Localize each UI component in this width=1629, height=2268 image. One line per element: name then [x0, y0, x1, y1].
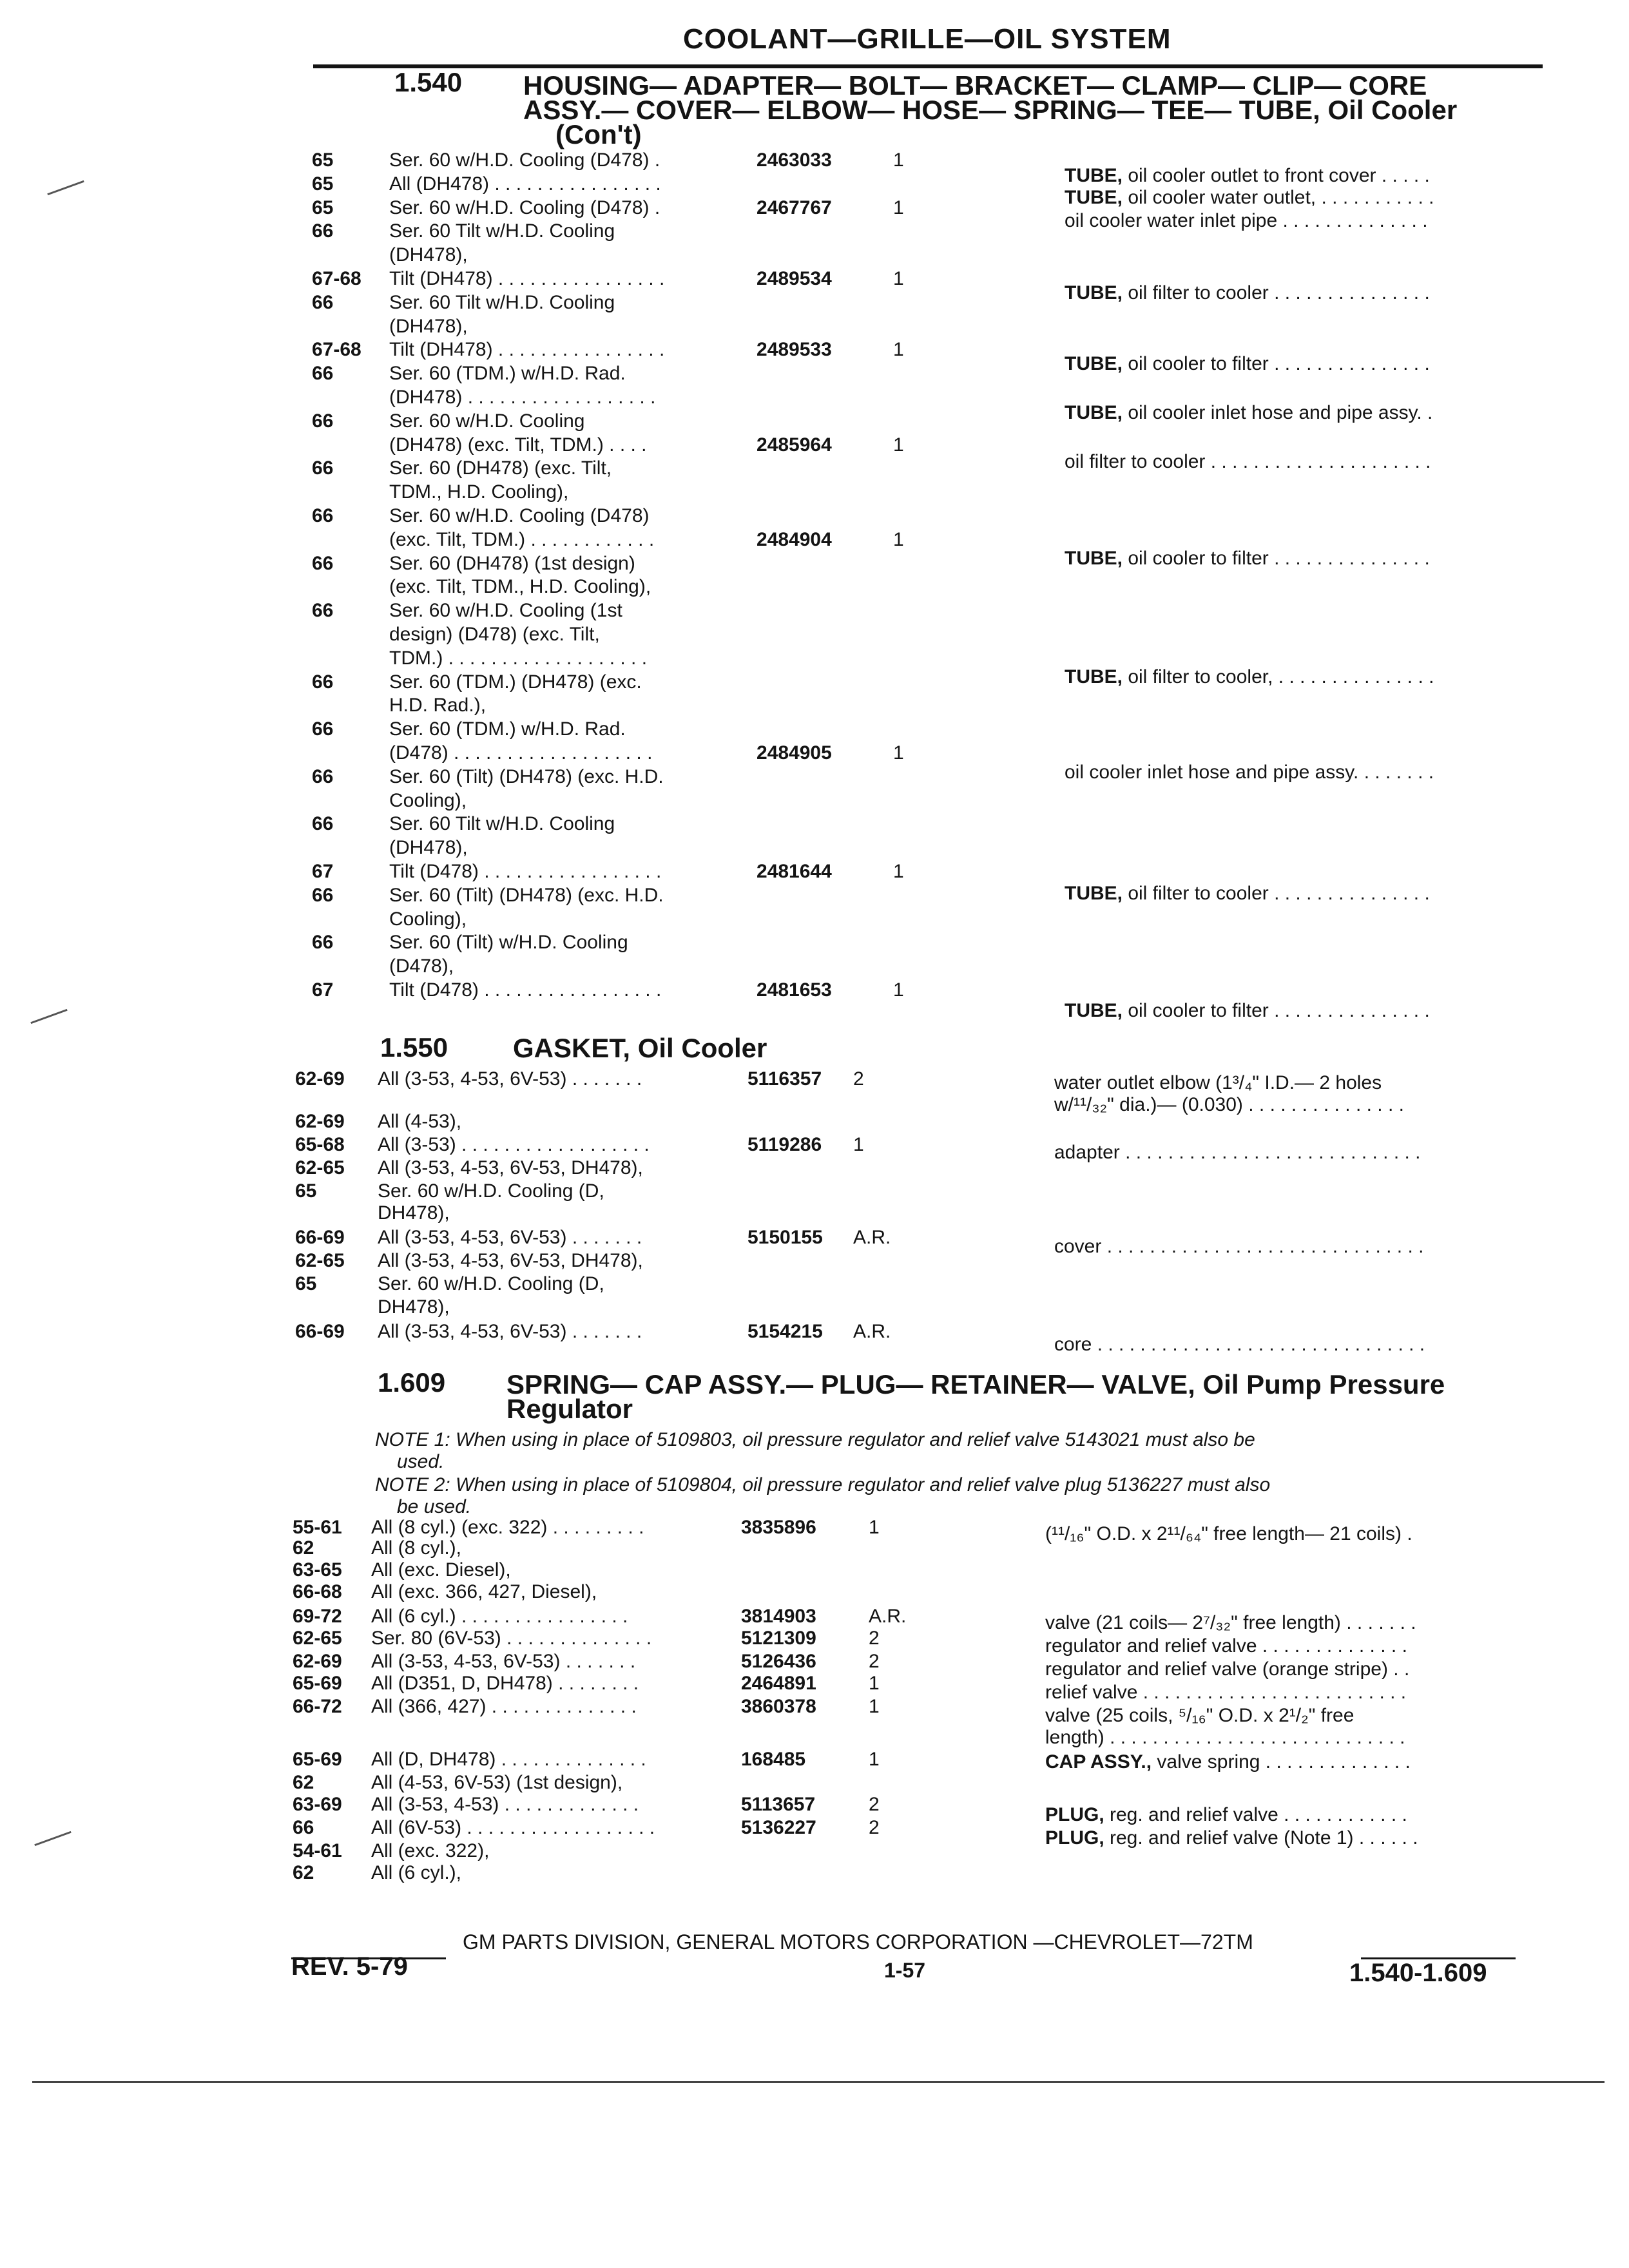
part-name: PLUG, — [1045, 1804, 1104, 1825]
part-description — [1065, 883, 1430, 905]
part-detail: oil cooler to filter . . . . . . . . . . . . . . . — [1123, 1000, 1430, 1021]
model-year: 62 — [293, 1537, 314, 1559]
part-detail: (¹¹/₁₆" O.D. x 2¹¹/₆₄" free length— 21 coils) . — [1045, 1523, 1412, 1544]
model-year: 65-69 — [293, 1749, 342, 1770]
part-number: 5121309 — [741, 1628, 816, 1649]
application-description: All (8 cyl.), — [371, 1537, 462, 1559]
part-detail: length) . . . . . . . . . . . . . . . . . . . . . . . . . . . . — [1045, 1727, 1405, 1748]
part-name: TUBE, — [1065, 402, 1123, 423]
application-description: design) (D478) (exc. Tilt, — [389, 624, 600, 645]
model-year: 67 — [312, 979, 334, 1001]
part-detail: valve spring . . . . . . . . . . . . . . — [1152, 1751, 1411, 1773]
quantity: 1 — [893, 861, 904, 882]
part-detail: relief valve . . . . . . . . . . . . . . . . . . . . . . . . . — [1045, 1682, 1407, 1703]
model-year: 65 — [312, 149, 334, 171]
part-number: 2484904 — [757, 528, 832, 550]
model-year: 62-65 — [295, 1250, 345, 1271]
application-description: All (366, 427) . . . . . . . . . . . . . . — [371, 1696, 637, 1717]
part-description — [1054, 1072, 1382, 1094]
application-description: Ser. 60 (Tilt) (DH478) (exc. H.D. — [389, 765, 664, 787]
application-description: All (D, DH478) . . . . . . . . . . . . . . — [371, 1749, 646, 1770]
header-rule — [313, 64, 1543, 68]
application-description: Ser. 60 Tilt w/H.D. Cooling — [389, 291, 615, 313]
application-description: Ser. 60 (DH478) (1st design) — [389, 552, 635, 574]
part-number: 2489534 — [757, 268, 832, 289]
part-name: TUBE, — [1065, 666, 1123, 687]
application-description: Ser. 80 (6V-53) . . . . . . . . . . . . . . — [371, 1628, 652, 1649]
application-description: All (8 cyl.) (exc. 322) . . . . . . . . . — [371, 1517, 644, 1538]
application-description: Ser. 60 w/H.D. Cooling (D, — [378, 1180, 604, 1202]
quantity: 2 — [869, 1794, 880, 1815]
part-number: 3835896 — [741, 1517, 816, 1538]
application-description: All (3-53, 4-53, 6V-53, DH478), — [378, 1250, 643, 1271]
model-year: 54-61 — [293, 1840, 342, 1861]
part-description — [1065, 402, 1432, 424]
application-description: Tilt (DH478) . . . . . . . . . . . . . . . . — [389, 268, 665, 289]
application-description: All (6 cyl.), — [371, 1862, 462, 1883]
model-year: 66-68 — [293, 1581, 342, 1602]
section-number-1609: 1.609 — [378, 1367, 446, 1398]
application-description: All (4-53), — [378, 1111, 462, 1132]
part-description — [1065, 451, 1431, 473]
part-detail: oil filter to cooler . . . . . . . . . . . . . . . — [1123, 883, 1430, 904]
application-description: All (4-53, 6V-53) (1st design), — [371, 1772, 623, 1793]
part-name: TUBE, — [1065, 282, 1123, 303]
part-detail: valve (25 coils, ⁵/₁₆" O.D. x 2¹/₂" free — [1045, 1705, 1354, 1726]
part-number: 5116357 — [747, 1068, 822, 1090]
part-detail: regulator and relief valve . . . . . . . . . . . . . . — [1045, 1635, 1407, 1657]
model-year: 65 — [312, 173, 334, 195]
part-name: TUBE, — [1065, 883, 1123, 904]
application-description: All (3-53, 4-53, 6V-53) . . . . . . . — [378, 1321, 642, 1342]
model-year: 63-69 — [293, 1794, 342, 1815]
model-year: 66 — [312, 932, 334, 954]
application-description: Ser. 60 w/H.D. Cooling (1st — [389, 600, 622, 622]
model-year: 66 — [312, 410, 334, 432]
part-detail: oil cooler water outlet, . . . . . . . . . . . — [1123, 187, 1434, 208]
application-description: Tilt (D478) . . . . . . . . . . . . . . . . . — [389, 979, 662, 1001]
model-year: 62-69 — [295, 1111, 345, 1132]
part-name: CAP ASSY., — [1045, 1751, 1152, 1773]
part-detail: adapter . . . . . . . . . . . . . . . . . . . . . . . . . . . . — [1054, 1142, 1421, 1163]
part-description — [1045, 1751, 1411, 1773]
part-description — [1054, 1334, 1425, 1356]
part-name: TUBE, — [1065, 1000, 1123, 1021]
part-description — [1045, 1682, 1406, 1704]
model-year: 62-65 — [295, 1157, 345, 1178]
section-title-1609 — [506, 1369, 1445, 1424]
part-description — [1054, 1094, 1404, 1116]
part-detail: reg. and relief valve . . . . . . . . . . . . — [1104, 1804, 1407, 1825]
application-description: (DH478), — [389, 837, 468, 859]
part-description — [1065, 666, 1434, 688]
part-description — [1065, 353, 1430, 375]
quantity: 1 — [893, 434, 904, 456]
quantity: 1 — [869, 1749, 880, 1770]
model-year: 62-65 — [293, 1628, 342, 1649]
part-description — [1045, 1727, 1405, 1749]
quantity: 1 — [869, 1517, 880, 1538]
quantity: 2 — [869, 1628, 880, 1649]
part-description — [1065, 210, 1428, 232]
part-detail: oil cooler inlet hose and pipe assy. . . . . . . . — [1065, 762, 1434, 783]
footer-page-number: 1-57 — [884, 1959, 926, 1982]
part-name: TUBE, — [1065, 548, 1123, 569]
quantity: 1 — [893, 268, 904, 289]
model-year: 66 — [312, 552, 334, 574]
application-description: Ser. 60 (TDM.) w/H.D. Rad. — [389, 363, 626, 385]
footer-corporation: GM PARTS DIVISION, GENERAL MOTORS CORPORATION —CHEVROLET—72TM — [463, 1930, 1253, 1954]
model-year: 66 — [312, 363, 334, 385]
application-description: (DH478) . . . . . . . . . . . . . . . . . . — [389, 387, 656, 408]
application-description: All (3-53) . . . . . . . . . . . . . . . . . . — [378, 1134, 650, 1155]
application-description: All (exc. Diesel), — [371, 1559, 511, 1581]
model-year: 69-72 — [293, 1606, 342, 1627]
section-title-line: SPRING— CAP ASSY.— PLUG— RETAINER— VALVE, Oil Pump Pressure — [506, 1369, 1445, 1399]
model-year: 66 — [312, 765, 334, 787]
part-name: TUBE, — [1065, 187, 1123, 208]
model-year: 66 — [312, 884, 334, 906]
part-description — [1065, 282, 1430, 304]
part-detail: oil filter to cooler . . . . . . . . . . . . . . . . . . . . . — [1065, 451, 1431, 472]
section-number-1550: 1.550 — [380, 1032, 448, 1062]
model-year: 67 — [312, 861, 334, 882]
part-description — [1045, 1612, 1416, 1634]
part-detail: oil filter to cooler, . . . . . . . . . . . . . . . — [1123, 666, 1434, 687]
quantity: 1 — [893, 149, 904, 171]
part-number: 5113657 — [741, 1794, 816, 1815]
part-detail: cover . . . . . . . . . . . . . . . . . . . . . . . . . . . . . . — [1054, 1236, 1424, 1257]
model-year: 67-68 — [312, 339, 361, 361]
application-description: (DH478) (exc. Tilt, TDM.) . . . . — [389, 434, 647, 456]
application-description: (DH478), — [389, 315, 468, 337]
part-description — [1065, 187, 1434, 209]
part-description — [1045, 1635, 1407, 1657]
footer-revision: REV. 5-79 — [291, 1952, 408, 1981]
application-description: Ser. 60 w/H.D. Cooling (D478) . — [389, 149, 660, 171]
section-title-line: HOUSING— ADAPTER— BOLT— BRACKET— CLAMP— CLIP— CORE — [523, 70, 1427, 101]
section-title-1550 — [513, 1033, 767, 1063]
part-detail: oil cooler water inlet pipe . . . . . . . . . . . . . . — [1065, 210, 1428, 231]
application-description: Ser. 60 Tilt w/H.D. Cooling — [389, 813, 615, 835]
application-description: Cooling), — [389, 789, 467, 811]
application-description: (D478), — [389, 956, 454, 977]
model-year: 65 — [295, 1180, 317, 1202]
model-year: 65-68 — [295, 1134, 345, 1155]
note-line: NOTE 1: When using in place of 5109803, oil pressure regulator and relief valve 5143021 must also be — [375, 1429, 1255, 1450]
part-description — [1065, 548, 1430, 570]
part-number: 168485 — [741, 1749, 806, 1770]
application-description: (exc. Tilt, TDM.) . . . . . . . . . . . . — [389, 528, 655, 550]
part-description — [1045, 1658, 1409, 1680]
part-description — [1065, 1000, 1430, 1022]
part-number: 5150155 — [747, 1227, 823, 1248]
model-year: 66 — [312, 600, 334, 622]
part-detail: valve (21 coils— 2⁷/₃₂" free length) . . . . . . . — [1045, 1612, 1416, 1633]
quantity: 2 — [869, 1817, 880, 1838]
quantity: 1 — [893, 979, 904, 1001]
quantity: 1 — [893, 197, 904, 218]
application-description: All (3-53, 4-53, 6V-53) . . . . . . . — [378, 1227, 642, 1248]
part-number: 2463033 — [757, 149, 832, 171]
part-number: 2481653 — [757, 979, 832, 1001]
note-line: NOTE 2: When using in place of 5109804, oil pressure regulator and relief valve plug 5136227 must also — [375, 1474, 1271, 1495]
quantity: A.R. — [869, 1606, 907, 1627]
model-year: 66 — [312, 505, 334, 526]
application-description: DH478), — [378, 1202, 450, 1224]
application-description: All (3-53, 4-53, 6V-53) . . . . . . . — [371, 1651, 636, 1672]
quantity: 1 — [853, 1134, 864, 1155]
scan-mark — [34, 1831, 71, 1846]
part-name: TUBE, — [1065, 353, 1123, 374]
application-description: All (D351, D, DH478) . . . . . . . . — [371, 1673, 639, 1694]
quantity: 1 — [869, 1696, 880, 1717]
application-description: All (6V-53) . . . . . . . . . . . . . . . . . . — [371, 1817, 655, 1838]
application-description: Ser. 60 w/H.D. Cooling — [389, 410, 585, 432]
application-description: TDM.) . . . . . . . . . . . . . . . . . . . — [389, 647, 648, 669]
part-number: 3814903 — [741, 1606, 816, 1627]
application-description: All (3-53, 4-53) . . . . . . . . . . . . . — [371, 1794, 639, 1815]
model-year: 66 — [312, 291, 334, 313]
model-year: 62 — [293, 1772, 314, 1793]
part-description — [1045, 1804, 1407, 1826]
part-description — [1054, 1236, 1423, 1258]
part-description — [1065, 762, 1434, 783]
footer-section-range: 1.540-1.609 — [1349, 1959, 1487, 1987]
part-detail: w/¹¹/₃₂" dia.)— (0.030) . . . . . . . . . . . . . . . — [1054, 1094, 1404, 1115]
application-description: Ser. 60 w/H.D. Cooling (D478) — [389, 505, 650, 526]
part-number: 2485964 — [757, 434, 832, 456]
application-description: All (3-53, 4-53, 6V-53, DH478), — [378, 1157, 643, 1178]
quantity: 2 — [853, 1068, 864, 1090]
application-description: (DH478), — [389, 244, 468, 266]
note-line: be used. — [397, 1496, 472, 1517]
application-description: Ser. 60 (Tilt) w/H.D. Cooling — [389, 932, 628, 954]
part-number: 5154215 — [747, 1321, 823, 1342]
model-year: 66-69 — [295, 1227, 345, 1248]
quantity: 2 — [869, 1651, 880, 1672]
part-detail: regulator and relief valve (orange stripe) . . — [1045, 1658, 1410, 1680]
application-description: Ser. 60 w/H.D. Cooling (D478) . — [389, 197, 660, 218]
section-title-1540 — [523, 70, 1458, 149]
scan-edge-line — [32, 2081, 1605, 2083]
quantity: 1 — [893, 528, 904, 550]
model-year: 65 — [295, 1273, 317, 1294]
section-title-line: Regulator — [506, 1394, 633, 1424]
application-description: All (exc. 366, 427, Diesel), — [371, 1581, 597, 1602]
part-detail: water outlet elbow (1³/₄" I.D.— 2 holes — [1054, 1072, 1382, 1093]
application-description: (D478) . . . . . . . . . . . . . . . . . . . — [389, 742, 653, 764]
application-description: Tilt (DH478) . . . . . . . . . . . . . . . . — [389, 339, 665, 361]
section-title-line: (Con't) — [555, 119, 642, 149]
part-name: TUBE, — [1065, 165, 1123, 186]
model-year: 62-69 — [293, 1651, 342, 1672]
application-description: (exc. Tilt, TDM., H.D. Cooling), — [389, 576, 651, 598]
application-description: All (6 cyl.) . . . . . . . . . . . . . . . . — [371, 1606, 628, 1627]
part-description — [1054, 1142, 1421, 1164]
part-detail: core . . . . . . . . . . . . . . . . . . . . . . . . . . . . . . . — [1054, 1334, 1425, 1355]
part-description — [1065, 165, 1430, 187]
part-description — [1045, 1827, 1418, 1849]
part-number: 2464891 — [741, 1673, 816, 1694]
model-year: 65-69 — [293, 1673, 342, 1694]
part-name: PLUG, — [1045, 1827, 1104, 1849]
application-description: Ser. 60 Tilt w/H.D. Cooling — [389, 220, 615, 242]
part-description — [1045, 1523, 1412, 1545]
model-year: 55-61 — [293, 1517, 342, 1538]
model-year: 66 — [312, 671, 334, 693]
quantity: 1 — [893, 339, 904, 361]
application-description: Cooling), — [389, 908, 467, 930]
part-detail: oil cooler outlet to front cover . . . . . — [1123, 165, 1430, 186]
part-number: 2484905 — [757, 742, 832, 764]
application-description: All (exc. 322), — [371, 1840, 490, 1861]
model-year: 66-69 — [295, 1321, 345, 1342]
application-description: Ser. 60 (Tilt) (DH478) (exc. H.D. — [389, 884, 664, 906]
part-detail: oil filter to cooler . . . . . . . . . . . . . . . — [1123, 282, 1430, 303]
model-year: 66 — [293, 1817, 314, 1838]
model-year: 66-72 — [293, 1696, 342, 1717]
part-number: 5119286 — [747, 1134, 822, 1155]
quantity: 1 — [869, 1673, 880, 1694]
scan-mark — [30, 1009, 67, 1024]
model-year: 65 — [312, 197, 334, 218]
part-detail: oil cooler to filter . . . . . . . . . . . . . . . — [1123, 353, 1430, 374]
model-year: 66 — [312, 718, 334, 740]
scan-mark — [47, 180, 84, 195]
section-title-line: GASKET, Oil Cooler — [513, 1033, 767, 1063]
part-detail: reg. and relief valve (Note 1) . . . . . . — [1104, 1827, 1418, 1849]
model-year: 66 — [312, 457, 334, 479]
model-year: 66 — [312, 813, 334, 835]
model-year: 67-68 — [312, 268, 361, 289]
application-description: Ser. 60 (TDM.) w/H.D. Rad. — [389, 718, 626, 740]
application-description: Tilt (D478) . . . . . . . . . . . . . . . . . — [389, 861, 662, 882]
part-number: 2467767 — [757, 197, 832, 218]
application-description: Ser. 60 (TDM.) (DH478) (exc. — [389, 671, 642, 693]
part-number: 2489533 — [757, 339, 832, 361]
part-description — [1045, 1705, 1354, 1727]
model-year: 62 — [293, 1862, 314, 1883]
page-header-title: COOLANT—GRILLE—OIL SYSTEM — [683, 23, 1171, 55]
quantity: A.R. — [853, 1321, 891, 1342]
model-year: 62-69 — [295, 1068, 345, 1090]
section-title-line: ASSY.— COVER— ELBOW— HOSE— SPRING— TEE— TUBE, Oil Cooler — [523, 95, 1458, 125]
application-description: DH478), — [378, 1296, 450, 1318]
application-description: All (3-53, 4-53, 6V-53) . . . . . . . — [378, 1068, 642, 1090]
part-number: 5126436 — [741, 1651, 816, 1672]
application-description: Ser. 60 (DH478) (exc. Tilt, — [389, 457, 612, 479]
part-number: 3860378 — [741, 1696, 816, 1717]
note-line: used. — [397, 1451, 445, 1472]
model-year: 66 — [312, 220, 334, 242]
model-year: 63-65 — [293, 1559, 342, 1581]
part-detail: oil cooler inlet hose and pipe assy. . — [1123, 402, 1433, 423]
application-description: H.D. Rad.), — [389, 695, 487, 716]
application-description: All (DH478) . . . . . . . . . . . . . . . . — [389, 173, 661, 195]
quantity: 1 — [893, 742, 904, 764]
part-number: 5136227 — [741, 1817, 816, 1838]
application-description: Ser. 60 w/H.D. Cooling (D, — [378, 1273, 604, 1294]
section-number-1540: 1.540 — [394, 67, 463, 97]
part-detail: oil cooler to filter . . . . . . . . . . . . . . . — [1123, 548, 1430, 569]
quantity: A.R. — [853, 1227, 891, 1248]
application-description: TDM., H.D. Cooling), — [389, 481, 569, 503]
part-number: 2481644 — [757, 861, 832, 882]
